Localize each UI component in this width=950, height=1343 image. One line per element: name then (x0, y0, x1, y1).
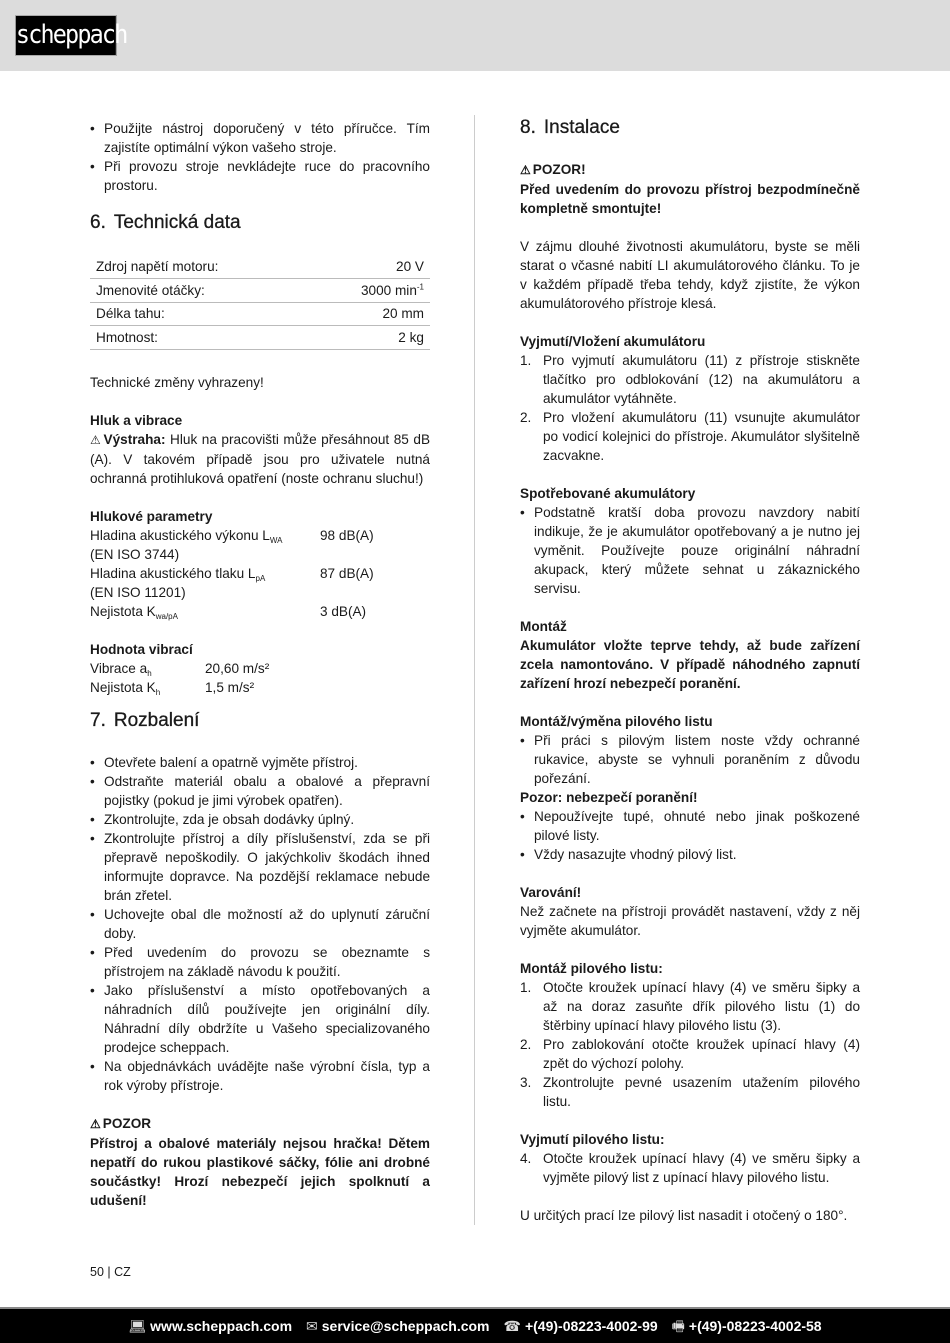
list-item: 3. Zkontrolujte pevné usazením utažením pilového listu. (520, 1075, 860, 1109)
noise-param-row: Hladina akustického výkonu $L_{WA}$ 98 dB(A) (90, 527, 374, 545)
list-item: • Při práci s pilovým listem noste vždy ochranné rukavice, abyste se vyhnuli poraněním z důvodu pořezání. (520, 731, 860, 788)
noise-param-row: Nejistota $K_{wa/pA}$ 3 dB(A) (90, 603, 367, 621)
warning-text: Než začnete na přístroji provádět nastavení, vždy z něj vyjměte akumulátor. (520, 904, 860, 938)
table-row: Zdroj napětí motoru: 20 V (90, 255, 430, 279)
warning-triangle-icon: ⚠ (520, 163, 531, 177)
list-item: • Nepoužívejte tupé, ohnuté nebo jinak poškozené pilové listy. (520, 807, 860, 845)
table-row: Hmotnost: 2 kg (90, 326, 430, 350)
noise-title: Hluk a vibrace (90, 412, 183, 428)
list-item: • Na objednávkách uvádějte naše výrobní čísla, typ a rok výroby přístroje. (90, 1057, 430, 1095)
intro-bullets (90, 119, 430, 195)
footer-web (128, 1317, 292, 1336)
vibration-title: Hodnota vibrací (90, 641, 193, 657)
list-item: • Zkontrolujte, zda je obsah dodávky úplný. (90, 810, 430, 829)
section-heading-7: 7. Rozbalení (90, 709, 200, 731)
list-item: 1. Pro vyjmutí akumulátoru (11) z přístroje stiskněte tlačítko pro odblokování (12) na akumulátoru a akumulátor vytáhněte. (520, 353, 860, 406)
list-item: 2. Pro vložení akumulátoru (11) vsunujte akumulátor po vodicí kolejnici do přístroje. Akumulátor slyšitelně zacvakne. (520, 410, 860, 463)
caution-title: ⚠ POZOR! (520, 162, 586, 177)
list-item: • Otevřete balení a opatrně vyjměte přístroj. (90, 753, 430, 772)
table-row: Délka tahu: 20 mm (90, 302, 430, 326)
list-item: • Před uvedením do provozu se obeznamte s přístrojem na základě návodu k použití. (90, 943, 430, 981)
email-link[interactable]: service@scheppach.com (321, 1317, 490, 1334)
vibration-row: Vibrace $a_h$ 20,60 m/s² (90, 660, 270, 678)
footer-email (306, 1317, 489, 1336)
list-item: • Použijte nástroj doporučený v této příručce. Tím zajistíte optimální výkon vašeho stroje. (90, 119, 430, 157)
computer-icon: 💻︎ (128, 1317, 147, 1334)
remove-steps (520, 351, 860, 465)
list-item: • Jako příslušenství a místo opotřebovaných a náhradních dílů používejte jen originální díly. Náhradní díly obdržíte u Vašeho specializovaného prodejce scheppach. (90, 981, 430, 1057)
used-battery-title: Spotřebované akumulátory (520, 486, 696, 501)
unmount-title: Vyjmutí pilového listu: (520, 1132, 665, 1147)
page-header (0, 0, 950, 71)
warning-triangle-icon: ⚠ (90, 432, 102, 447)
caution-title: ⚠ POZOR (90, 1115, 152, 1131)
remove-title: Vyjmutí/Vložení akumulátoru (520, 334, 706, 349)
page-number: 50 | CZ (90, 1265, 131, 1279)
column-divider (474, 115, 475, 1225)
assembly-text: Akumulátor vložte teprve tehdy, až bude zařízení zcela namontováno. V případě náhodného zapnutí zařízení hrozí nebezpečí poranění. (520, 638, 860, 691)
website-link[interactable]: www.scheppach.com (150, 1317, 293, 1334)
list-item: • Podstatně kratší doba provozu navzdory nabití indikuje, že je akumulátor opotřebovaný a je nutno jej vyměnit. Používejte pouze originální náhradní akupack, který můžete sehnat u zákaznického servisu. (520, 503, 860, 598)
left-column: • Použijte nástroj doporučený v této příručce. Tím zajistíte optimální výkon vašeho stroje. • Při provozu stroje nevkládejte ruce do pracovního prostoru. 6. Technická data Zdroj napětí motoru: 20 V Jmenovité otáčky: 3000 $\min^{-1}$ Délka tahu: 20 mm Hmotnost: 2 kg Technické změny vyhrazeny! Hluk a vibrace ⚠ Výstraha: Hluk na pracovišti může přesáhnout 85 dB (A). V takovém případě jsou pro uživatele nutná ochranná protihluková opatření (noste ochranu sluchu!) Hlukové parametry Hladina akustického výkonu $L_{WA}$ 98 dB(A) (EN ISO 3744) Hladina akustického tlaku $L_{pA}$ 87 dB(A) (EN ISO 11201) Nejistota $K_{wa/pA}$ 3 dB(A) Hodnota vibrací Vibrace $a_h$ 20,60 m/s² Nejistota $K_h$ 1,5 m/s² 7. Rozbalení • Otevřete balení a opatrně vyjměte přístroj. • Odstraňte materiál obalu a obalové a přepravní pojistky (pokud je jimi výrobek opatřen). • Zkontrolujte, zda je obsah dodávky úplný. • Zkontrolujte přístroj a díly příslušenství, zda se při přepravě nepoškodily. O jakýchkoliv škodách ihned informujte dopravce. Na pozdější reklamace nebude brán zřetel. • Uchovejte obal dle možností až do uplynutí záruční doby. • Před uvedením do provozu se obeznamte s přístrojem na základě návodu k použití. • Jako příslušenství a místo opotřebovaných a náhradních dílů používejte jen originální díly. Náhradní díly obdržíte u Vašeho specializovaného prodejce scheppach. • Na objednávkách uvádějte naše výrobní čísla, typ a rok výroby přístroje. ⚠ POZOR Přístroj a obalové materiály nejsou hračka! Dětem nepatří do rukou plastikové sáčky, fólie ani drobné součástky! Hrozí nebezpečí jejich spolknutí a udušení! (90, 119, 430, 1210)
warning-title: Varování! (520, 885, 582, 900)
vibration-row: Nejistota $K_h$ 1,5 m/s² (90, 679, 255, 697)
fax-icon: 🖷︎ (671, 1317, 685, 1334)
noise-params-title: Hlukové parametry (90, 508, 213, 524)
list-item: 1. Otočte kroužek upínací hlavy (4) ve směru šipky a až na doraz zasuňte dřík pilového listu (1) do štěrbiny upínací hlavy pilového listu (3). (520, 980, 860, 1033)
caution-text: Přístroj a obalové materiály nejsou hračka! Dětem nepatří do rukou plastikové sáčky, fólie ani drobné součástky! Hrozí nebezpečí jejich spolknutí a udušení! (90, 1135, 430, 1208)
list-item: • Odstraňte materiál obalu a obalové a přepravní pojistky (pokud je jimi výrobek opatřen). (90, 772, 430, 810)
section-heading-8: 8. Instalace (520, 117, 620, 138)
list-item: • Vždy nasazujte vhodný pilový list. (520, 845, 860, 864)
mail-icon: ✉︎ (306, 1317, 318, 1334)
unpack-bullets (90, 753, 430, 1095)
footer-fax: 🖷︎ +(49)-08223-4002-58 (671, 1317, 822, 1334)
noise-param-row: Hladina akustického tlaku $L_{pA}$ 87 dB(A) (90, 565, 374, 583)
section-heading-6: 6. Technická data (90, 212, 241, 233)
page-footer (0, 1307, 950, 1343)
list-item: 4. Otočte kroužek upínací hlavy (4) ve směru šipky a vyjměte pilový list z upínací hlavy pilového listu. (520, 1151, 860, 1185)
table-row: Jmenovité otáčky: 3000 $\min^{-1}$ (90, 279, 430, 303)
injury-warning: Pozor: nebezpečí poranění! (520, 790, 698, 805)
scheppach-logo: scheppach (15, 15, 117, 56)
list-item: • Při provozu stroje nevkládejte ruce do pracovního prostoru. (90, 157, 430, 195)
footer-phone: ☎ +(49)-08223-4002-99 (503, 1317, 658, 1334)
assembly-title: Montáž (520, 619, 567, 634)
list-item: 2. Pro zablokování otočte kroužek upínací hlavy (4) zpět do výchozí polohy. (520, 1037, 860, 1071)
blade-change-title: Montáž/výměna pilového listu (520, 714, 713, 729)
right-column (520, 116, 860, 1225)
list-item: • Zkontrolujte přístroj a díly příslušenství, zda se při přepravě nepoškodily. O jakýchkoliv škodách ihned informujte dopravce. Na pozdější reklamace nebude brán zřetel. (90, 829, 430, 905)
warning-triangle-icon: ⚠ (90, 1116, 101, 1131)
caution-text: Před uvedením do provozu přístroj bezpodmínečně kompletně smontujte! (520, 182, 860, 216)
mount-title: Montáž pilového listu: (520, 961, 663, 976)
noise-warning: ⚠ Výstraha: Hluk na pracovišti může přesáhnout 85 dB (A). V takovém případě jsou pro uživatele nutná ochranná protihluková opatření (noste ochranu sluchu!) (90, 431, 431, 486)
final-note: U určitých prací lze pilový list nasadit i otočený o 180°. (520, 1208, 848, 1223)
list-item: • Uchovejte obal dle možností až do uplynutí záruční doby. (90, 905, 430, 943)
battery-text: V zájmu dlouhé životnosti akumulátoru, byste se měli starat o včasné nabití LI akumulátorového článku. To je v každém případě třeba tehdy, když zjistíte, že výkon akumulátorového přístroje klesá. (520, 239, 860, 311)
tech-data-table (90, 255, 430, 350)
tech-note: Technické změny vyhrazeny! (90, 374, 264, 390)
phone-icon: ☎ (503, 1317, 521, 1334)
